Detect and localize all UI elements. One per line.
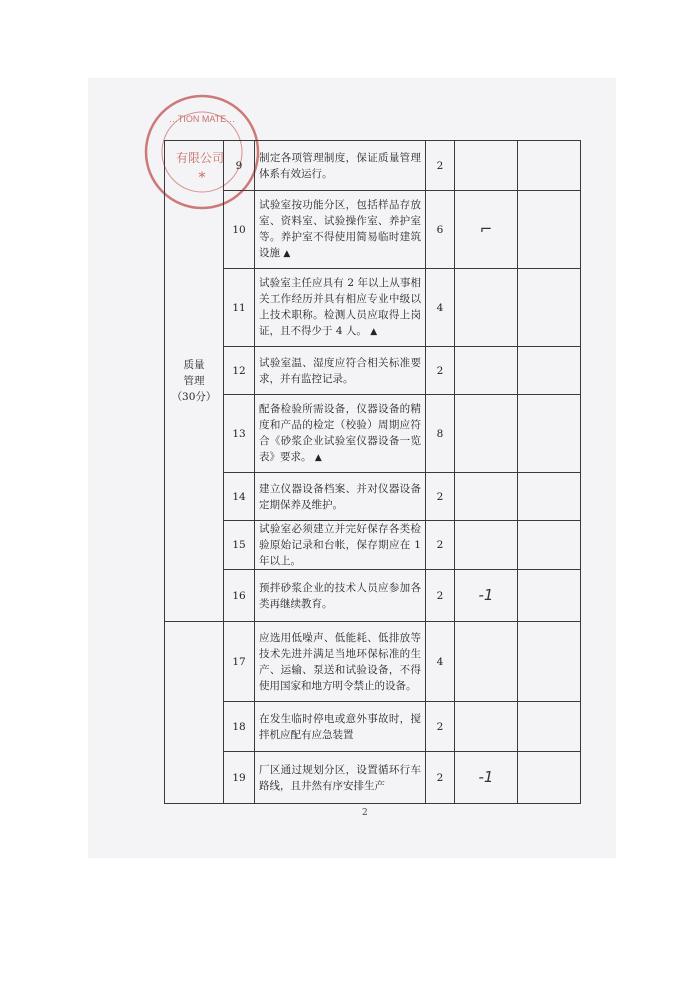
- category-cell-next: [165, 622, 224, 804]
- item-description: 配备检验所需设备，仪器设备的精度和产品的检定（校验）周期应符合《砂浆企业试验室仪器设备一览表》要求。 ▲: [255, 395, 426, 473]
- item-score: 2: [426, 521, 455, 570]
- item-description: 建立仪器设备档案、并对仪器设备定期保养及维护。: [255, 473, 426, 521]
- item-remark: [518, 269, 581, 347]
- item-score: 8: [426, 395, 455, 473]
- category-points: （30分）: [171, 391, 217, 403]
- item-score: 2: [426, 473, 455, 521]
- item-score: 4: [426, 622, 455, 702]
- item-description: 制定各项管理制度，保证质量管理体系有效运行。: [255, 141, 426, 191]
- item-remark: [518, 191, 581, 269]
- table-row: [165, 570, 581, 622]
- quality-management-table: [164, 140, 581, 804]
- item-remark: [518, 521, 581, 570]
- item-remark: [518, 395, 581, 473]
- item-description: 在发生临时停电或意外事故时，搅拌机应配有应急装置: [255, 702, 426, 752]
- item-remark: [518, 141, 581, 191]
- item-deduction: [455, 141, 518, 191]
- table-row: [165, 622, 581, 702]
- item-remark: [518, 702, 581, 752]
- item-score: 2: [426, 570, 455, 622]
- item-score: 2: [426, 752, 455, 804]
- handwritten-mark: -1: [478, 585, 494, 604]
- key-item-triangle-icon: ▲: [314, 453, 322, 463]
- item-score: 4: [426, 269, 455, 347]
- table-row: [165, 752, 581, 804]
- item-score: 2: [426, 347, 455, 395]
- item-score: 2: [426, 141, 455, 191]
- item-remark: [518, 347, 581, 395]
- item-remark: [518, 622, 581, 702]
- item-number: 10: [224, 191, 255, 269]
- table-row: [165, 269, 581, 347]
- item-deduction: [455, 521, 518, 570]
- item-number: 16: [224, 570, 255, 622]
- table-row: [165, 347, 581, 395]
- item-description: 试验室按功能分区，包括样品存放室、资料室、试验操作室、养护室等。养护室不得使用简易临时建筑设施 ▲: [255, 191, 426, 269]
- item-remark: [518, 752, 581, 804]
- item-number: 15: [224, 521, 255, 570]
- table-row: [165, 473, 581, 521]
- item-description: 厂区通过规划分区，设置循环行车路线，且井然有序安排生产: [255, 752, 426, 804]
- item-deduction: [455, 191, 518, 269]
- item-remark: [518, 473, 581, 521]
- item-deduction: [455, 395, 518, 473]
- item-description: 试验室主任应具有 2 年以上从事相关工作经历并具有相应专业中级以上技术职称。检测人员应取得上岗证，且不得少于 4 人。 ▲: [255, 269, 426, 347]
- table-row: [165, 702, 581, 752]
- item-deduction: [455, 473, 518, 521]
- item-description: 试验室温、湿度应符合相关标准要求，并有监控记录。: [255, 347, 426, 395]
- item-number: 13: [224, 395, 255, 473]
- handwritten-mark: -1: [478, 767, 494, 786]
- item-score: 2: [426, 702, 455, 752]
- item-number: 14: [224, 473, 255, 521]
- item-number: 19: [224, 752, 255, 804]
- handwritten-mark: ⌐: [479, 219, 493, 238]
- item-score: 6: [426, 191, 455, 269]
- table-row: [165, 521, 581, 570]
- category-name-line2: 管理: [183, 375, 205, 387]
- item-deduction: [455, 269, 518, 347]
- item-deduction: [455, 752, 518, 804]
- key-item-triangle-icon: ▲: [283, 249, 291, 259]
- item-number: 18: [224, 702, 255, 752]
- item-number: 11: [224, 269, 255, 347]
- svg-text:…TION MATE…: …TION MATE…: [168, 114, 236, 124]
- key-item-triangle-icon: ▲: [370, 327, 378, 337]
- item-remark: [518, 570, 581, 622]
- item-number: 9: [224, 141, 255, 191]
- category-cell: [165, 141, 224, 622]
- item-description: 预拌砂浆企业的技术人员应参加各类再继续教育。: [255, 570, 426, 622]
- item-deduction: [455, 570, 518, 622]
- svg-text:有限公司: 有限公司: [175, 151, 225, 165]
- svg-text:*: *: [198, 170, 206, 186]
- item-deduction: [455, 622, 518, 702]
- item-number: 17: [224, 622, 255, 702]
- item-description: 试验室必须建立并完好保存各类检验原始记录和台帐，保存期应在 1 年以上。: [255, 521, 426, 570]
- item-deduction: [455, 347, 518, 395]
- table-row: [165, 141, 581, 191]
- table-row: [165, 395, 581, 473]
- item-number: 12: [224, 347, 255, 395]
- category-name-line1: 质量: [183, 359, 205, 371]
- table-row: [165, 191, 581, 269]
- item-deduction: [455, 702, 518, 752]
- item-description: 应选用低噪声、低能耗、低排放等技术先进并满足当地环保标准的生产、运输、泵送和试验设备，不得使用国家和地方明令禁止的设备。: [255, 622, 426, 702]
- page-number: 2: [362, 808, 368, 818]
